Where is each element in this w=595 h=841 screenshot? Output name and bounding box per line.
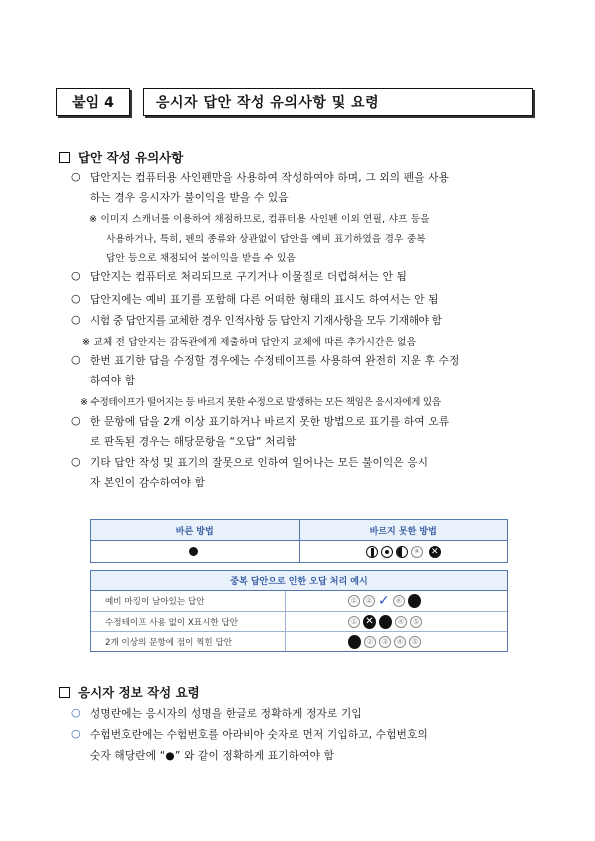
- circle-1-icon: ①: [348, 595, 360, 607]
- wrong-answer-table-header: 중복 답안으로 인한 오답 처리 예시: [91, 571, 507, 591]
- bullet-icon: ○: [71, 455, 81, 468]
- page-title: [143, 88, 533, 116]
- incorrect-marks-cell: [299, 541, 508, 562]
- table-row: [91, 631, 507, 651]
- section1-heading-text: 답안 작성 유의사항: [78, 150, 184, 165]
- circle-3-icon: ③: [379, 636, 391, 648]
- rule-line: 답안지는 컴퓨터로 처리되므로 구기거나 이물질로 더럽혀서는 안 됨: [90, 271, 408, 283]
- rule-line: 로 판독된 경우는 해당문항을 “오답” 처리함: [90, 436, 297, 448]
- info-line: 숫자 해당란에 “●” 와 같이 정확하게 표기하여야 함: [90, 750, 335, 762]
- correct-method-header: 바른 방법: [91, 520, 299, 541]
- checkmark-icon: ✓: [378, 593, 390, 609]
- row-label: 수정테이프 사용 없이 X표시한 답안: [91, 612, 286, 631]
- table-row: [91, 611, 507, 631]
- filled-circle-icon: [379, 615, 392, 629]
- row-label: 2개 이상의 문항에 점이 찍힌 답안: [91, 632, 286, 651]
- bullet-icon: ○: [71, 727, 81, 740]
- rule-line: 기타 답안 작성 및 표기의 잘못으로 인하여 일어나는 모든 불이익은 응시: [90, 457, 429, 469]
- bullet-icon: ○: [71, 706, 81, 719]
- rule-line: 한번 표기한 답을 수정할 경우에는 수정테이프를 사용하여 완전히 지운 후 수정: [90, 355, 460, 367]
- circle-4-icon: ④: [395, 616, 407, 628]
- bullet-icon: ○: [71, 313, 81, 326]
- info-line: 수험번호란에는 수험번호를 아라비아 숫자로 먼저 기입하고, 수험번호의: [90, 729, 428, 741]
- circle-5-icon: ⑤: [410, 616, 422, 628]
- rule-line: 답안지에는 예비 표기를 포함해 다른 어떠한 형태의 표시도 하여서는 안 됨: [90, 294, 439, 306]
- row-label: 예비 마킹이 남아있는 답안: [91, 591, 286, 611]
- table-row: [91, 591, 507, 611]
- filled-circle-icon: [408, 594, 421, 608]
- note-line: 사용하거나, 특히, 펜의 종류와 상관없이 답안을 예비 표기하였을 경우 중복: [106, 234, 426, 245]
- attachment-tag: [56, 88, 130, 116]
- bullet-icon: ○: [71, 170, 81, 183]
- note-line: ※ 이미지 스캐너를 이용하여 채점하므로, 컴퓨터용 사인펜 이외 연필, 샤프 등을: [89, 214, 430, 225]
- circle-1-icon: ①: [348, 616, 360, 628]
- circle-4-icon: ④: [393, 595, 405, 607]
- rule-line: 하는 경우 응시자가 불이익을 받을 수 있음: [90, 192, 289, 204]
- bullet-icon: ○: [71, 292, 81, 305]
- row-marks: [286, 591, 507, 611]
- note-line: ※ 수정테이프가 떨어지는 등 바르지 못한 수정으로 발생하는 모든 책임은 응시자에게 있음: [80, 397, 441, 408]
- checkbox-square-icon: [59, 152, 70, 163]
- x-mark-icon: ✕: [429, 546, 441, 558]
- rule-line: 자 본인이 감수하여야 함: [90, 477, 206, 489]
- circle-5-icon: ⑤: [409, 636, 421, 648]
- checkbox-square-icon: [59, 687, 70, 698]
- filled-circle-icon: [189, 547, 198, 556]
- info-line: 성명란에는 응시자의 성명을 한글로 정확하게 정자로 기입: [90, 708, 362, 720]
- rule-line: 하여야 함: [90, 375, 136, 387]
- rule-line: 한 문항에 답을 2개 이상 표기하거나 바르지 못한 방법으로 표기를 하여 오류: [90, 416, 450, 428]
- marking-method-table: [90, 519, 508, 563]
- incorrect-method-header: 바르지 못한 방법: [299, 520, 508, 541]
- bullet-icon: ○: [71, 414, 81, 427]
- row-marks: [286, 632, 507, 651]
- bullet-icon: ○: [71, 269, 81, 282]
- rule-line: 시험 중 답안지를 교체한 경우 인적사항 등 답안지 기재사항을 모두 기재해야 함: [90, 315, 442, 327]
- correct-mark-cell: [91, 541, 299, 562]
- note-line: ※ 교체 전 답안지는 감독관에게 제출하며 답안지 교체에 따른 추가시간은 없음: [82, 337, 417, 348]
- note-line: 답안 등으로 채점되어 불이익을 받을 수 있음: [106, 253, 296, 264]
- section2-heading: [59, 683, 200, 701]
- small-circle-mark-icon: ④: [411, 546, 423, 558]
- rule-line: 답안지는 컴퓨터용 사인펜만을 사용하여 작성하여야 하며, 그 외의 펜을 사용: [90, 172, 450, 184]
- half-filled-mark-icon: [396, 546, 408, 558]
- circle-2-icon: ②: [364, 636, 376, 648]
- attachment-tag-text: 붙임 4: [72, 95, 114, 111]
- x-marked-circle-icon: ✕: [363, 615, 376, 629]
- section2-heading-text: 응시자 정보 작성 요령: [78, 685, 200, 700]
- half-vertical-mark-icon: [366, 546, 378, 558]
- dot-mark-icon: [381, 546, 393, 558]
- filled-circle-icon: [348, 635, 361, 649]
- wrong-answer-table: [90, 570, 508, 652]
- bullet-icon: ○: [71, 353, 81, 366]
- dotted-circle-4-icon: ④: [394, 636, 406, 648]
- page-title-text: 응시자 답안 작성 유의사항 및 요령: [156, 95, 380, 111]
- section1-heading: [59, 148, 183, 166]
- row-marks: [286, 612, 507, 631]
- circle-2-icon: ②: [363, 595, 375, 607]
